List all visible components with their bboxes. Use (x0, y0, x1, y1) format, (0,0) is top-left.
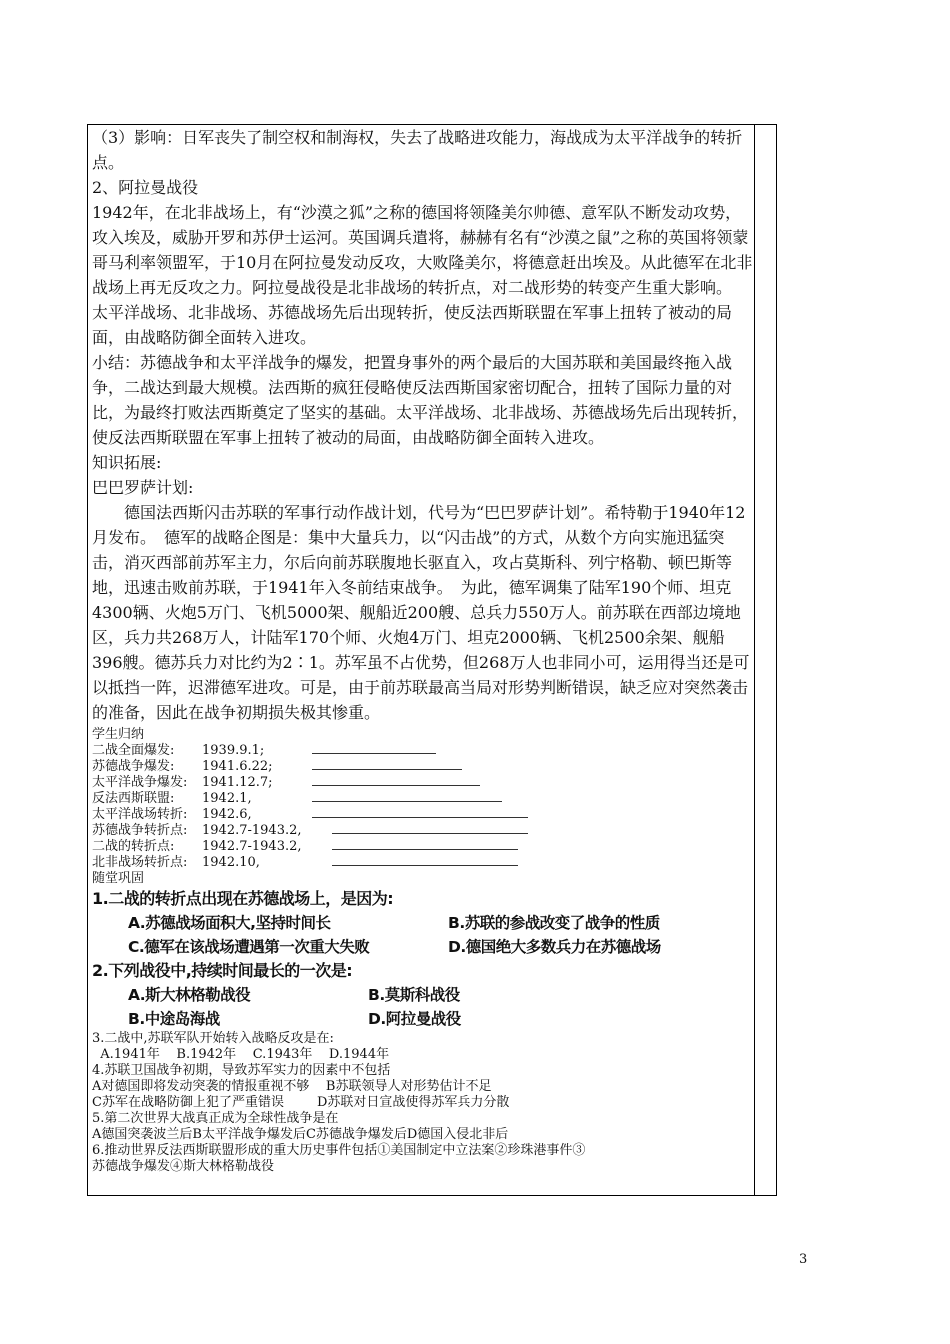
blank-line (312, 759, 462, 770)
extension-title: 知识拓展: (92, 453, 162, 472)
summary-label: 二战全面爆发: (92, 743, 175, 758)
question-6-line-2: 苏德战争爆发④斯大林格勒战役 (92, 1159, 275, 1174)
section-heading-alamein: 2、阿拉曼战役 (92, 178, 199, 197)
option-text: B.苏联的参战改变了战争的性质 (448, 914, 660, 932)
summary-row (92, 839, 754, 855)
option-text: A.苏德战场面积大,坚持时间长 (128, 914, 331, 932)
question-5-options: A德国突袭波兰后B太平洋战争爆发后C苏德战争爆发后D德国入侵北非后 (92, 1127, 509, 1142)
student-summary (92, 727, 754, 871)
quiz-section (92, 871, 754, 1175)
question-4-options-a: A对德国即将发动突袭的情报重视不够 B苏联领导人对形势估计不足 (92, 1079, 492, 1094)
question-5: 5.第二次世界大战真正成为全球性战争是在 (92, 1111, 339, 1126)
summary-title: 学生归纳 (92, 727, 145, 742)
summary-date: 1942.1, (202, 791, 252, 806)
summary-row (92, 743, 754, 759)
summary-date: 1939.9.1; (202, 743, 265, 758)
question-3: 3.二战中,苏联军队开始转入战略反攻是在: (92, 1031, 334, 1046)
summary-label: 太平洋战场转折: (92, 807, 188, 822)
paragraph-alamein: 1942年，在北非战场上，有“沙漠之狐”之称的德国将领隆美尔帅德、意军队不断发动攻势，攻入埃及，威胁开罗和苏伊士运河。英国调兵遣将，赫赫有名有“沙漠之鼠”之称的英国将领蒙哥马利率领盟军，于10月在阿拉曼发动反攻，大败隆美尔，将德意赶出埃及。从此德军在北非战场上再无反攻之力。阿拉曼战役是北非战场的转折点，对二战形势的转变产生重大影响。 (92, 203, 753, 297)
extension-subtitle: 巴巴罗萨计划: (92, 478, 194, 497)
blank-line (332, 855, 518, 866)
question-1-options-row-2 (92, 935, 754, 959)
paragraph-impact: （3）影响：日军丧失了制空权和制海权，失去了战略进攻能力，海战成为太平洋战争的转折点。 (92, 128, 743, 172)
option-text: D.德国绝大多数兵力在苏德战场 (448, 938, 661, 956)
summary-row (92, 759, 754, 775)
summary-row (92, 807, 754, 823)
option-text: B.莫斯科战役 (368, 986, 460, 1004)
question-4-options-b: C苏军在战略防御上犯了严重错误 D苏联对日宣战使得苏军兵力分散 (92, 1095, 510, 1110)
document-body (92, 125, 754, 1175)
option-text: A.斯大林格勒战役 (128, 986, 251, 1004)
question-2-options-row-2 (92, 1007, 754, 1031)
blank-line (312, 791, 502, 802)
question-1: 1.二战的转折点出现在苏德战场上，是因为: (92, 889, 394, 908)
question-4: 4.苏联卫国战争初期，导致苏军实力的因素中不包括 (92, 1063, 391, 1078)
question-6-line-1: 6.推动世界反法西斯联盟形成的重大历史事件包括①美国制定中立法案②珍珠港事件③ (92, 1143, 586, 1158)
paragraph-barbarossa: 德国法西斯闪击苏联的军事行动作战计划，代号为“巴巴罗萨计划”。希特勒于1940年12月发布。 德军的战略企图是：集中大量兵力，以“闪击战”的方式，从数个方向实施迅猛突击，消灭西部前苏军主力，尔后向前苏联腹地长驱直入，攻占莫斯科、列宁格勒、顿巴斯等地，迅速击败前苏联，于1941年入冬前结束战争。 为此，德军调集了陆军190个师、坦克4300辆、火炮5万门、飞机5000架、舰船近200艘、总兵力550万人。前苏联在西部边境地区，兵力共268万人，计陆军170个师、火炮4万门、坦克2000辆、飞机2500余架、舰船396艘。德苏兵力对比约为2∶1。苏军虽不占优势，但268万人也非同小可，运用得当还是可以抵挡一阵，迟滞德军进攻。可是，由于前苏联最高当局对形势判断错误，缺乏应对突然袭击的准备，因此在战争初期损失极其惨重。 (92, 503, 750, 722)
option-text: D.阿拉曼战役 (368, 1010, 461, 1028)
summary-date: 1942.7-1943.2, (202, 823, 302, 838)
summary-row (92, 823, 754, 839)
summary-label: 二战的转折点: (92, 839, 175, 854)
summary-label: 太平洋战争爆发: (92, 775, 188, 790)
summary-label: 苏德战争爆发: (92, 759, 175, 774)
blank-line (312, 743, 436, 754)
summary-date: 1942.10, (202, 855, 260, 870)
option-text: C.德军在该战场遭遇第一次重大失败 (128, 938, 370, 956)
summary-label: 反法西斯联盟: (92, 791, 175, 806)
summary-label: 苏德战争转折点: (92, 823, 188, 838)
summary-date: 1941.6.22; (202, 759, 273, 774)
blank-line (312, 807, 528, 818)
blank-line (332, 823, 528, 834)
summary-label: 北非战场转折点: (92, 855, 188, 870)
question-3-options: A.1941年 B.1942年 C.1943年 D.1944年 (92, 1047, 390, 1062)
summary-row (92, 775, 754, 791)
summary-row (92, 855, 754, 871)
quiz-title: 随堂巩固 (92, 871, 145, 886)
blank-line (332, 839, 518, 850)
option-text: B.中途岛海战 (128, 1010, 220, 1028)
summary-row (92, 791, 754, 807)
table-right-column (754, 125, 755, 1195)
summary-date: 1942.6, (202, 807, 252, 822)
paragraph-summary: 小结：苏德战争和太平洋战争的爆发，把置身事外的两个最后的大国苏联和美国最终拖入战争，二战达到最大规模。法西斯的疯狂侵略使反法西斯国家密切配合，扭转了国际力量的对比，为最终打败法西斯奠定了坚实的基础。太平洋战场、北非战场、苏德战场先后出现转折，使反法西斯联盟在军事上扭转了被动的局面，由战略防御全面转入进攻。 (92, 353, 749, 447)
question-1-options-row-1 (92, 911, 754, 935)
page-number: 3 (799, 1252, 808, 1267)
blank-line (312, 775, 480, 786)
paragraph-turning: 太平洋战场、北非战场、苏德战场先后出现转折，使反法西斯联盟在军事上扭转了被动的局面，由战略防御全面转入进攻。 (92, 303, 733, 347)
question-2-options-row-1 (92, 983, 754, 1007)
summary-date: 1942.7-1943.2, (202, 839, 302, 854)
question-2: 2.下列战役中,持续时间最长的一次是: (92, 961, 353, 980)
summary-date: 1941.12.7; (202, 775, 273, 790)
